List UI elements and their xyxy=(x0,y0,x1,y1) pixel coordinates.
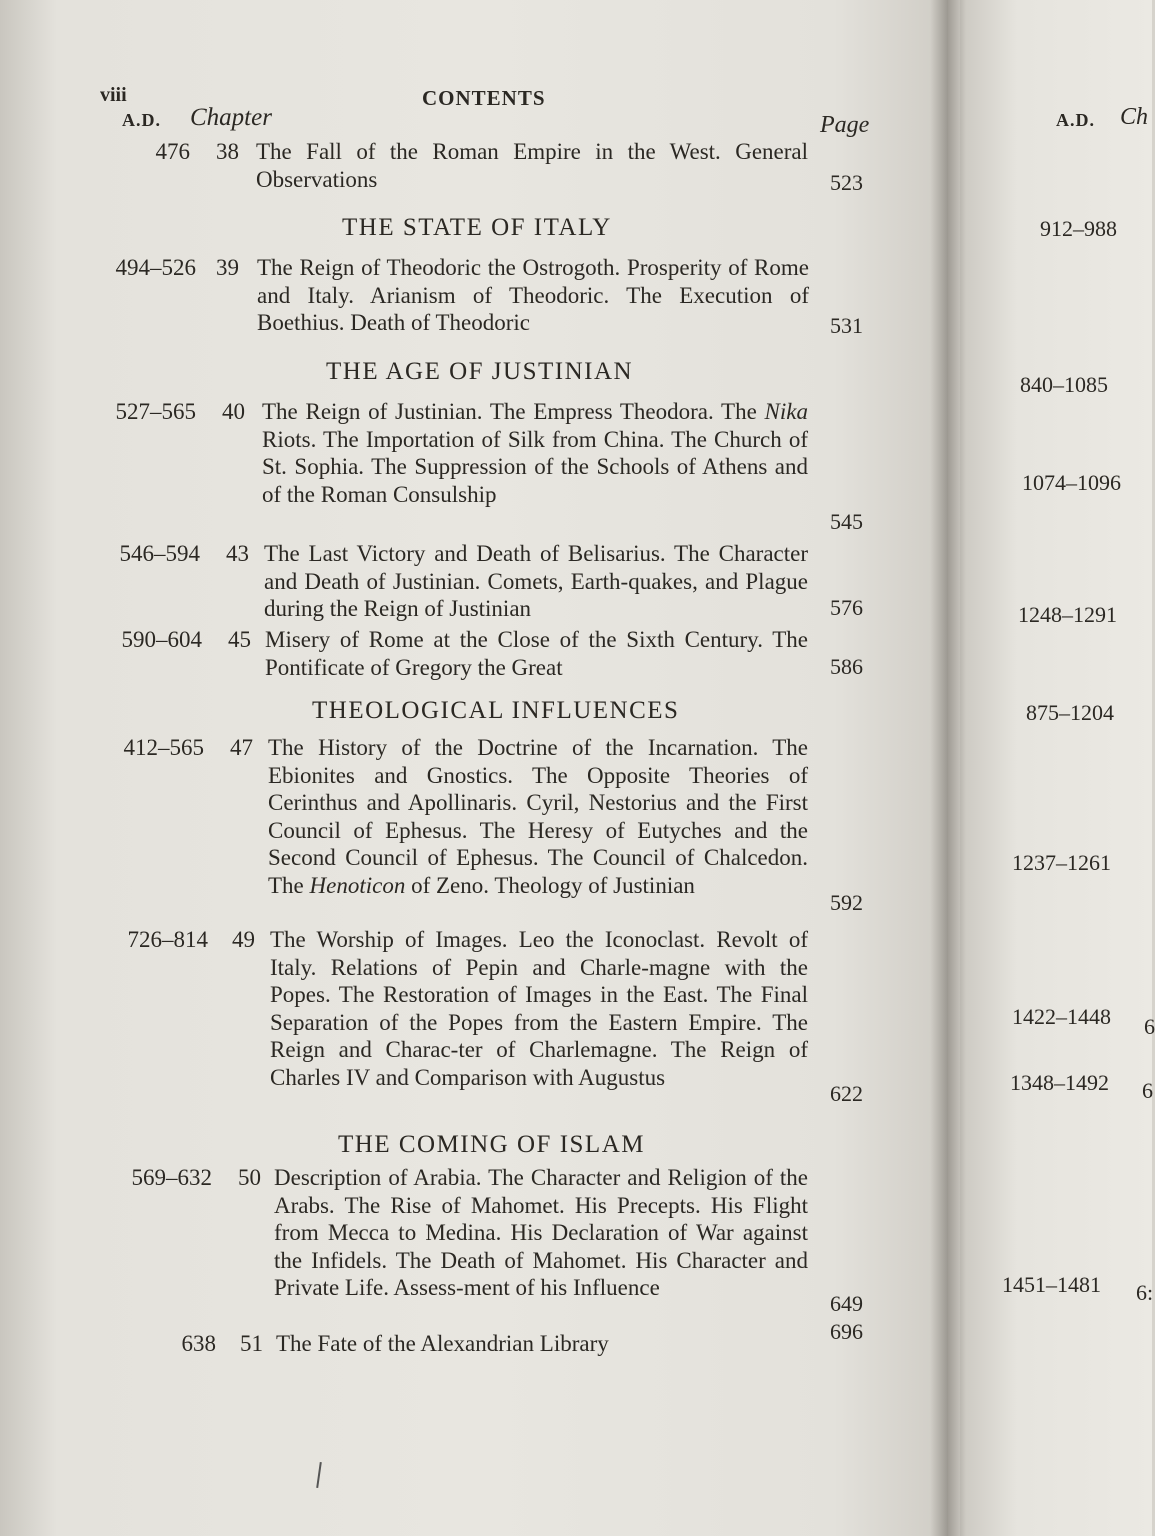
entry-text: Misery of Rome at the Close of the Sixth Century. The Pontificate of Gregory the Great xyxy=(265,627,808,680)
right-entry-date: 1422–1448 xyxy=(1012,1004,1111,1029)
entry-text: Description of Arabia. The Character and Religion of the Arabs. The Rise of Mahomet. His Precepts. His Flight from Mecca to Medina. His Declaration of War against the Infidels. The Death of Mahomet. His Character and Private Life. Assess-ment of his Influence xyxy=(274,1165,808,1300)
entry-date: 476 xyxy=(155,139,190,164)
entry-date: 590–604 xyxy=(121,627,202,652)
page-number: viii xyxy=(100,84,127,106)
right-entry-date: 1248–1291 xyxy=(1018,602,1117,627)
entry-text: The Reign of Theodoric the Ostrogoth. Prosperity of Rome and Italy. Arianism of Theodoric. The Execution of Boethius. Death of Theodoric xyxy=(257,255,809,335)
entry-chapter-number: 43 xyxy=(226,541,249,566)
entry-text: The Fall of the Roman Empire in the West. General Observations xyxy=(256,139,808,192)
entry-chapter-number: 40 xyxy=(222,399,245,424)
entry-text-italic: Henoticon xyxy=(309,872,406,898)
entry-text: The Last Victory and Death of Belisarius. The Character and Death of Justinian. Comets, Earth-quakes, and Plague during the Reign of Justinian xyxy=(264,541,808,621)
entry-text: The Worship of Images. Leo the Iconoclast. Revolt of Italy. Relations of Pepin and Charle-magne with the Popes. The Restoration of Images in the East. The Final Separation of the Popes from the Eastern Empire. The Reign and Charac-ter of Charlemagne. The Reign of Charles IV and Comparison with Augustus xyxy=(270,927,808,1090)
entry-page: 592 xyxy=(830,890,863,915)
entry-chapter-number: 51 xyxy=(240,1331,263,1356)
entry-chapter-number: 49 xyxy=(232,927,255,952)
entry-page: 696 xyxy=(830,1319,863,1344)
right-entry-date: 912–988 xyxy=(1040,216,1117,241)
entry-page: 576 xyxy=(830,595,863,620)
section-heading: THE STATE OF ITALY xyxy=(342,214,612,241)
section-heading: THE COMING OF ISLAM xyxy=(338,1131,645,1158)
entry-date: 638 xyxy=(181,1331,216,1356)
right-entry-date: 1348–1492 xyxy=(1010,1070,1109,1095)
section-heading: THE AGE OF JUSTINIAN xyxy=(326,358,634,385)
entry-chapter-number: 39 xyxy=(216,255,239,280)
entry-date: 546–594 xyxy=(119,541,200,566)
right-entry-date: 1451–1481 xyxy=(1002,1272,1101,1297)
right-entry-chapter: 6 xyxy=(1142,1078,1153,1103)
entry-date: 494–526 xyxy=(115,255,196,280)
entry-text: The Fate of the Alexandrian Library xyxy=(276,1331,609,1356)
entry-chapter-number: 38 xyxy=(216,139,239,164)
entry-date: 726–814 xyxy=(127,927,208,952)
entry-chapter-number: 50 xyxy=(238,1165,261,1190)
entry-page: 523 xyxy=(830,170,863,195)
entry-text: The History of the Doctrine of the Incarnation. The Ebionites and Gnostics. The Opposite Theories of Cerinthus and Apollinaris. Cyril, Nestorius and the First Council of Ephesus. The Heresy of Eutyches and the Second Council of Ephesus. The Council of Chalcedon. The Henoticon of Zeno. Theology of Justinian xyxy=(268,735,808,898)
entry-page: 649 xyxy=(830,1291,863,1316)
section-heading: THEOLOGICAL INFLUENCES xyxy=(312,697,680,724)
entry-page: 622 xyxy=(830,1081,863,1106)
entry-page: 531 xyxy=(830,313,863,338)
entry-text-italic: Nika xyxy=(764,399,808,424)
right-column-heading-chapter: Ch xyxy=(1120,104,1149,130)
book-gutter xyxy=(930,0,966,1536)
entry-date: 527–565 xyxy=(115,399,196,424)
right-entry-date: 875–1204 xyxy=(1026,700,1114,725)
right-entry-chapter: 6: xyxy=(1136,1280,1154,1305)
entry-chapter-number: 47 xyxy=(230,735,253,760)
right-entry-date: 1237–1261 xyxy=(1012,850,1111,875)
entry-page: 545 xyxy=(830,509,863,534)
entry-date: 412–565 xyxy=(123,735,204,760)
right-entry-date: 840–1085 xyxy=(1020,372,1108,397)
entry-date: 569–632 xyxy=(131,1165,212,1190)
right-entry-date: 1074–1096 xyxy=(1022,470,1121,495)
right-entry-chapter: 6 xyxy=(1144,1014,1155,1039)
column-heading-chapter: Chapter xyxy=(190,104,272,131)
entry-chapter-number: 45 xyxy=(228,627,251,652)
right-column-heading-ad: A.D. xyxy=(1056,110,1095,130)
column-heading-page: Page xyxy=(820,112,870,138)
page-title: CONTENTS xyxy=(422,86,546,110)
column-heading-ad: A.D. xyxy=(122,110,161,130)
entry-text: The Reign of Justinian. The Empress Theodora. The Nika Riots. The Importation of Silk from China. The Church of St. Sophia. The Suppression of the Schools of Athens and of the Roman Consulship xyxy=(262,399,808,507)
entry-page: 586 xyxy=(830,654,863,679)
